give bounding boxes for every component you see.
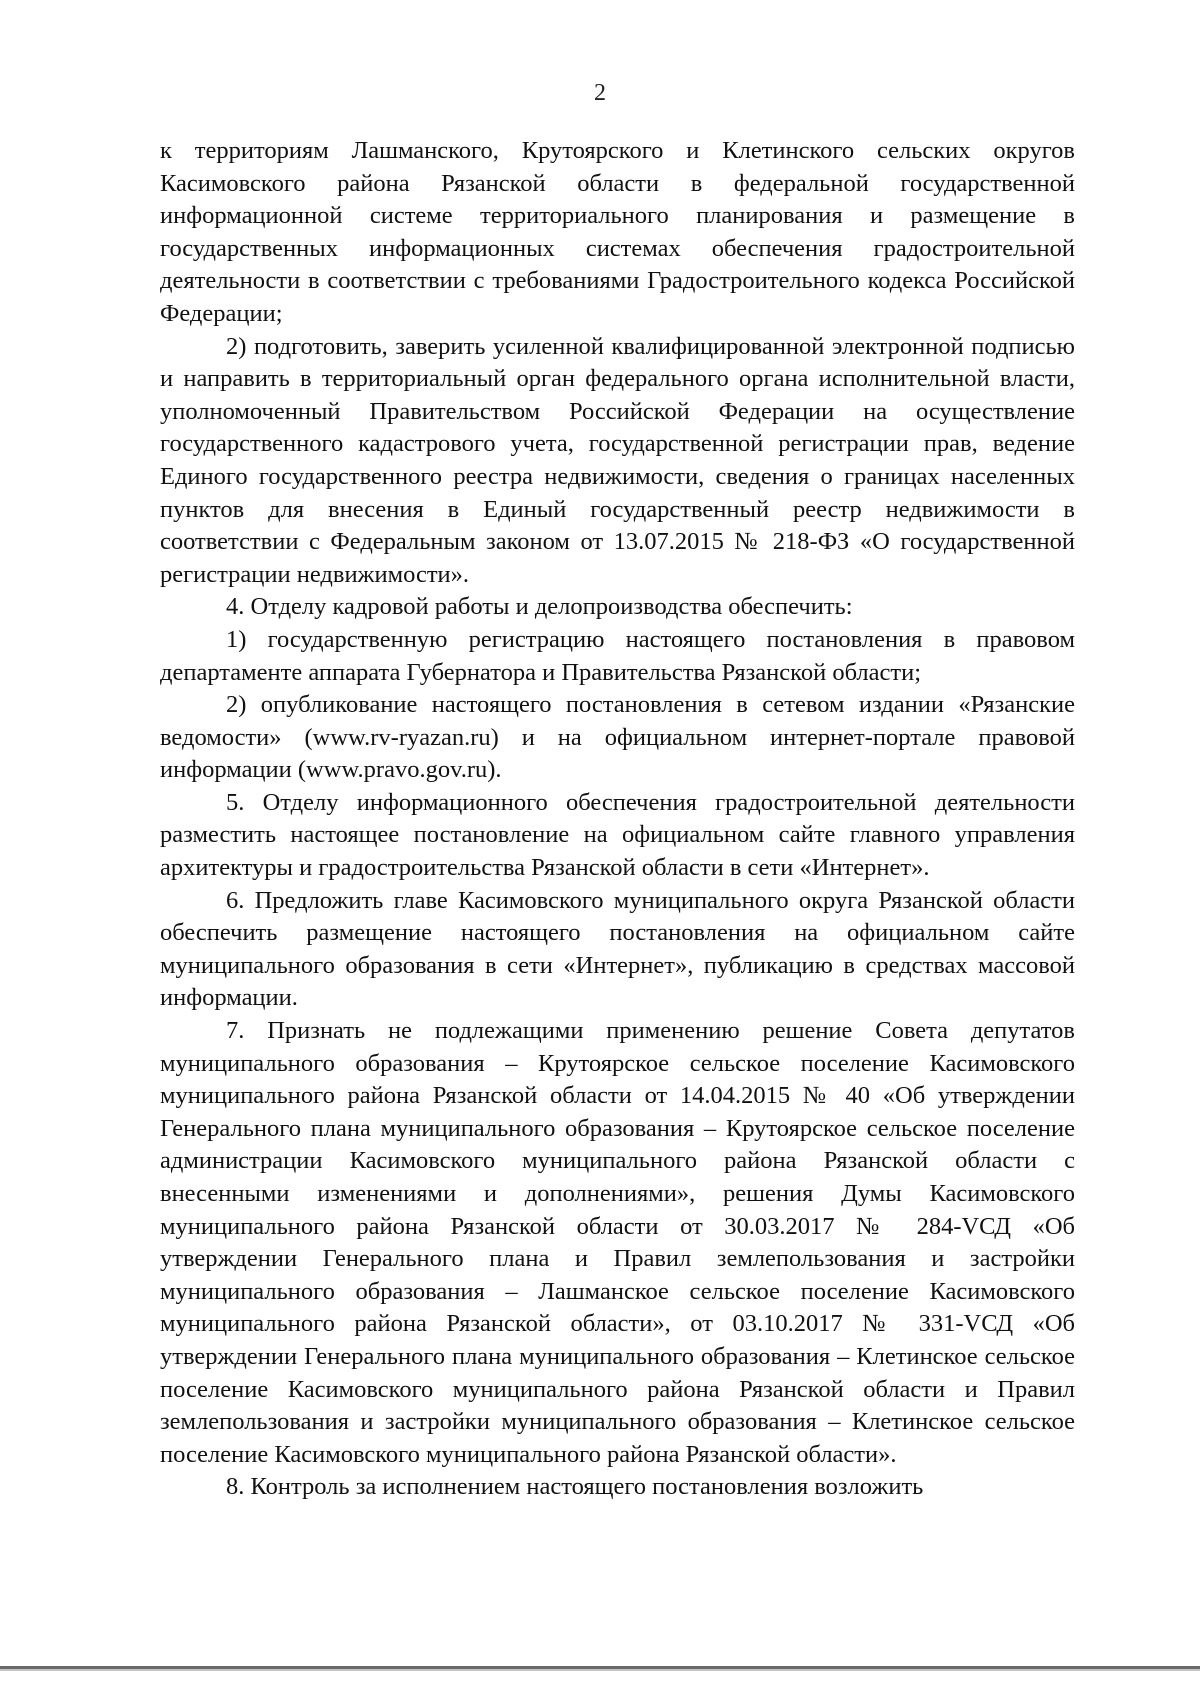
paragraph-item-4-2: 2) опубликование настоящего постановления в сетевом издании «Рязанские ведомости» (www.rv-ryazan.ru) и на официальном интернет-портале правовой информации (www.pravo.gov.ru). [160, 691, 1075, 784]
paragraph-continuation: к территориям Лашманского, Крутоярского и Клетинского сельских округов Касимовского района Рязанской области в федеральной государственной информационной системе территориального планирования и размещение в государственных информационных системах обеспечения градостроительной деятельности в соответствии с требованиями Градостроительного кодекса Российской Федерации; [160, 137, 1075, 327]
paragraph-item-6: 6. Предложить главе Касимовского муниципального округа Рязанской области обеспечить размещение настоящего постановления на официальном сайте муниципального образования в сети «Интернет», публикацию в средствах массовой информации. [160, 886, 1075, 1012]
page-bottom-shadow [0, 1669, 1200, 1671]
paragraph-item-4-1: 1) государственную регистрацию настоящего постановления в правовом департаменте аппарата Губернатора и Правительства Рязанской области; [160, 625, 1075, 686]
page-number: 2 [594, 80, 606, 106]
paragraph-item-4: 4. Отделу кадровой работы и делопроизводства обеспечить: [226, 593, 853, 621]
document-body [160, 135, 1075, 1504]
paragraph-item-8: 8. Контроль за исполнением настоящего постановления возложить [226, 1473, 924, 1501]
paragraph-item-5: 5. Отделу информационного обеспечения градостроительной деятельности разместить настоящее постановление на официальном сайте главного управления архитектуры и градостроительства Рязанской области в сети «Интернет». [160, 788, 1075, 882]
paragraph-item-3-2: 2) подготовить, заверить усиленной квалифицированной электронной подписью и направить в территориальный орган федерального органа исполнительной власти, уполномоченный Правительством Российской Федерации на осуществление государственного кадастрового учета, государственной регистрации прав, ведение Единого государственного реестра недвижимости, сведения о границах населенных пунктов для внесения в Единый государственный реестр недвижимости в соответствии с Федеральным законом от 13.07.2015 № 218-ФЗ «О государственной регистрации недвижимости». [160, 332, 1075, 588]
paragraph-item-7: 7. Признать не подлежащими применению решение Совета депутатов муниципального образования – Крутоярское сельское поселение Касимовского муниципального района Рязанской области от 14.04.2015 № 40 «Об утверждении Генерального плана муниципального образования – Крутоярское сельское поселение администрации Касимовского муниципального района Рязанской области с внесенными изменениями и дополнениями», решения Думы Касимовского муниципального района Рязанской области от 30.03.2017 № 284-VСД «Об утверждении Генерального плана и Правил землепользования и застройки муниципального образования – Лашманское сельское поселение Касимовского муниципального района Рязанской области», от 03.10.2017 № 331-VСД «Об утверждении Генерального плана муниципального образования – Клетинское сельское поселение Касимовского муниципального района Рязанской области и Правил землепользования и застройки муниципального образования – Клетинское сельское поселение Касимовского муниципального района Рязанской области». [160, 1017, 1075, 1468]
